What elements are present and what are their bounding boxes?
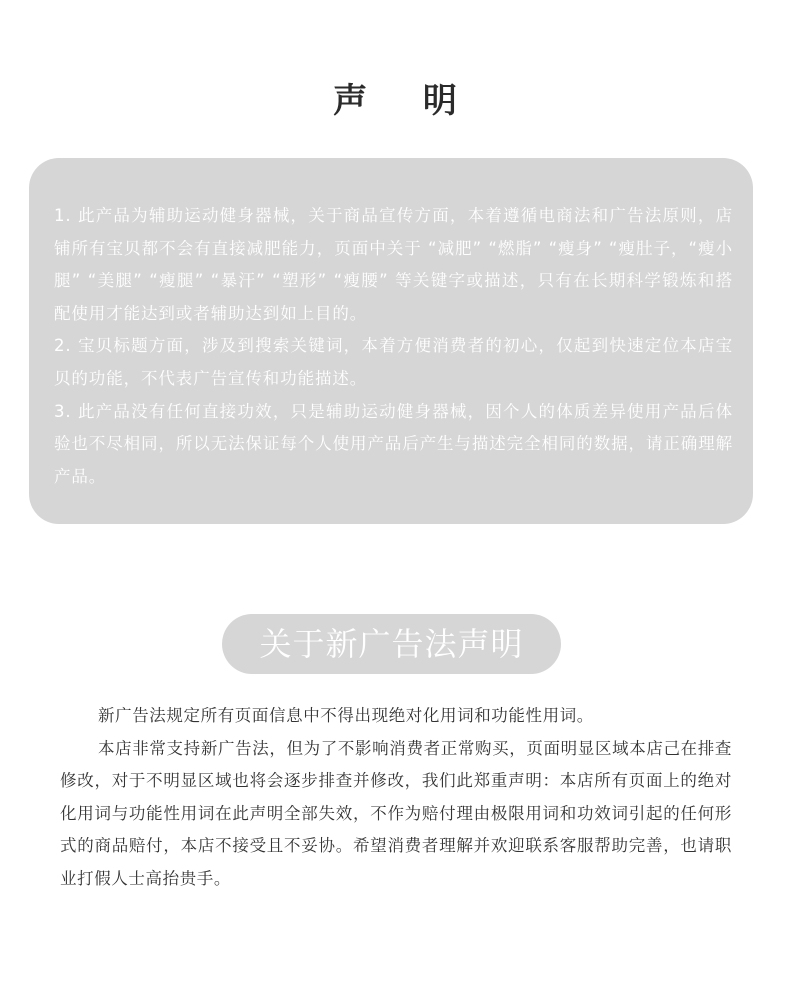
- section-heading-pill: 关于新广告法声明: [222, 614, 561, 674]
- statement-paragraph-1: 新广告法规定所有页面信息中不得出现绝对化用词和功能性用词。: [98, 706, 594, 725]
- statement-paragraph-2: 本店非常支持新广告法，但为了不影响消费者正常购买，页面明显区域本店己在排查修改，对于不明显区域也将会逐步排查并修改，我们此郑重声明：本店所有页面上的绝对化用词与功能性用词在此声明全部失效，不作为赔付理由极限用词和功效词引起的任何形式的商品赔付，本店不接受且不妥协。希望消费者理解并欢迎联系客服帮助完善，也请职业打假人士高抬贵手。: [60, 738, 732, 888]
- notice-paragraph-2: 2. 宝贝标题方面，涉及到搜索关键词，本着方便消费者的初心，仅起到快速定位本店宝贝的功能，不代表广告宣传和功能描述。: [54, 336, 733, 388]
- statement-body: [60, 700, 732, 896]
- page-title: 声 明: [333, 81, 479, 121]
- notice-box: [29, 158, 753, 524]
- notice-paragraph-3: 3. 此产品没有任何直接功效，只是辅助运动健身器械，因个人的体质差异使用产品后体验也不尽相同，所以无法保证每个人使用产品后产生与描述完全相同的数据，请正确理解产品。: [54, 401, 733, 486]
- notice-paragraph-1: 1. 此产品为辅助运动健身器械，关于商品宣传方面，本着遵循电商法和广告法原则，店铺所有宝贝都不会有直接减肥能力，页面中关于 “减肥” “燃脂” “瘦身” “瘦肚子，“瘦小腿” “美腿” “瘦腿” “暴汗” “塑形” “瘦腰” 等关键字或描述，只有在长期科学锻炼和搭配使用才能达到或者辅助达到如上目的。: [54, 206, 733, 323]
